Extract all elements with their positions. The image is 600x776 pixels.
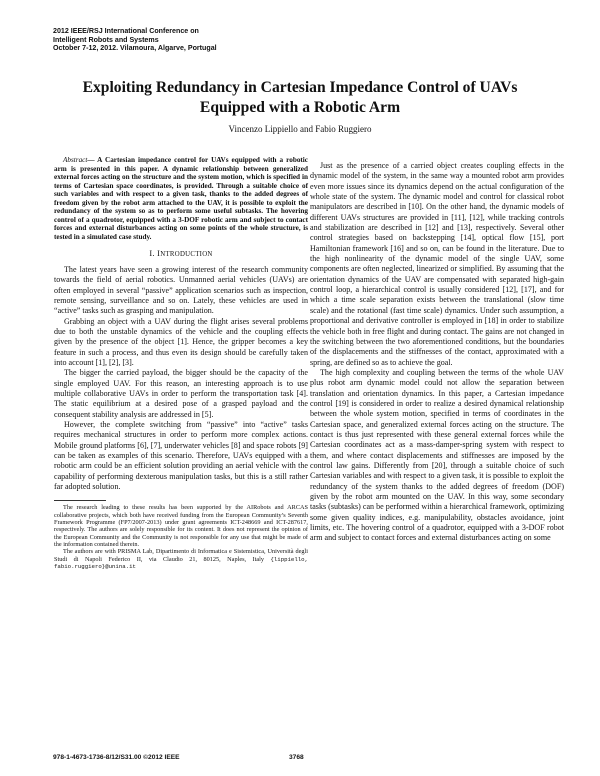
conference-line-3: October 7-12, 2012. Vilamoura, Algarve, Portugal xyxy=(53,44,217,53)
paragraph: The high complexity and coupling between the terms of the whole UAV plus robot arm dynamic model could not allow the separation between translation and orientation dynamics. In this paper, a Cartesian impedance control [19] is considered in order to realize a desired dynamical relationship between the whole system motion, specified in terms of coordinates in the Cartesian space, and generalized external forces acting on the structure. The contact is thus just represented with these general external forces while the Cartesian coordinates act as a mass-damper-spring system with respect to them, and where contact displacements and stiffnesses are imposed by the control law gains. Differently from [20], through a suitable choice of such Cartesian variables and with respect to a given task, it is possible to exploit the redundancy of the system thanks to the added degrees of freedom (DOF) given by the robot arm mounted on the UAV. In this way, some secondary tasks (subtasks) can be performed within a hierarchical framework, optimizing some given quality indices, e.g. manipulability, obstacles avoidance, joint limits, etc. The hovering control of a quadrotor, equipped with a 3-DOF robot arm and subject to contact forces and external disturbances acting on some xyxy=(310,367,564,543)
paper-title xyxy=(40,78,560,118)
paragraph: The latest years have seen a growing interest of the research community towards the field of aerial robotics. Unmanned aerial vehicles (UAVs) are often employed in several “passive” application scenarios such as inspection, remote sensing, surveillance and so on. Lately, these vehicles are used in “active” tasks such as grasping and manipulation. xyxy=(54,264,308,316)
paragraph: However, the complete switching from “passive” into “active” tasks requires mechanical structures in order to perform more complex actions. Mobile ground platforms [6], [7], underwater vehicles [8] and space robots [9] can be taken as examples of this scenario. Therefore, UAVs equipped with a robotic arm could be an efficient solution providing an aerial vehicle with the capability of performing dexterous manipulation tasks, but this is a still rather far adopted solution. xyxy=(54,419,308,492)
paragraph: The bigger the carried payload, the bigger should be the capacity of the single employed UAV. For this reason, an interesting approach is to use multiple collaborative UAVs in order to perform the transportation task [4]. The static equilibrium at a desired pose of a grasped payload and the consequent stability analysis are addressed in [5]. xyxy=(54,368,308,419)
footnote-funding: The research leading to these results has been supported by the AIRobots and ARCAS collaborative projects, which both have received funding from the European Community’s Seventh Framework Programme (FP7/2007-2013) under grant agreements ICT-248669 and ICT-287617, respectively. The authors are solely responsible for its content. It does not represent the opinion of the European Community and the Community is not responsible for any use that might be made of the information contained therein. xyxy=(54,504,308,549)
paragraph: Just as the presence of a carried object creates coupling effects in the dynamic model of the system, in the same way a mounted robot arm provides even more issues since its dynamics depend on the actual configuration of the whole state of the system. The dynamic model and control for classical robot manipulators are described in [10]. On the other hand, the dynamic models of different UAVs structures are provided in [11], [12], while tracking controls and stabilization are described in [12] and [13], respectively. Several other control strategies based on backstepping [14], optical flow [15], port Hamiltonian framework [16] and so on, can be found in the literature. Due to the high nonlinearity of the dynamic model of the single UAV, some components are often neglected, linearized or simplified. By assuming that the orientation dynamics of the UAV are compensated with separated high-gain control loop, a hierarchical control is usually considered [12], [17], and for which a time scale separation exists between the translational (slow time scale) and the rotational (fast time scale) dynamics. Under such assumption, a proportional and derivative controller is employed in [18] in order to stabilize the vehicle both in free flight and during contact. The gains are not changed in the switching between the two aforementioned conditions, but the boundaries of the displacements and the stiffnesses of the contact, approximated with a spring, are defined so as to achieve the goal. xyxy=(310,161,564,367)
section-numeral: I. xyxy=(149,249,158,259)
author-emails: {lippiello, fabio.ruggiero}@unina.it xyxy=(54,555,308,571)
conference-line-1: 2012 IEEE/RSJ International Conference on xyxy=(53,27,199,35)
paragraph: Grabbing an object with a UAV during the flight arises several problems due to both the unstable dynamics of the vehicle and the coupling effects given by the presence of the object [1]. Hence, the gripper becomes a key feature in such a process, and thus even its design should be carefully taken into account [1], [2], [3]. xyxy=(54,316,308,367)
conference-header xyxy=(53,27,217,53)
section-heading-introduction xyxy=(54,249,308,260)
affiliation-text: The authors are with PRISMA Lab, Dipartimento di Informatica e Sistemistica, Università degli Studi di Napoli Federico II, via Claudio 21, 80125, Naples, Italy xyxy=(54,548,308,563)
page-number: 3768 xyxy=(289,754,304,761)
section-title-initial: I xyxy=(157,249,161,259)
authors: Vincenzo Lippiello and Fabio Ruggiero xyxy=(228,124,372,134)
abstract xyxy=(54,156,308,241)
conference-line-2: Intelligent Robots and Systems xyxy=(53,35,159,44)
copyright-footer: 978-1-4673-1736-8/12/S31.00 ©2012 IEEE xyxy=(53,754,180,761)
footnote-affiliation xyxy=(54,548,308,570)
title-line-1: Exploiting Redundancy in Cartesian Impedance Control of UAVs xyxy=(82,79,518,96)
footnote-rule xyxy=(54,500,106,501)
title-line-2: Equipped with a Robotic Arm xyxy=(199,99,401,116)
left-column xyxy=(54,156,308,570)
section-title-rest: NTRODUCTION xyxy=(160,251,213,259)
abstract-label: Abstract xyxy=(63,156,88,164)
abstract-text: — A Cartesian impedance control for UAVs equipped with a robotic arm is presented in this paper. A dynamic relationship between generalized external forces acting on the structure and the system motion, which is specified in terms of Cartesian space coordinates, is provided. Through a suitable choice of such variables and with respect to a given task, thanks to the added degrees of freedom given by the robot arm attached to the UAV, it is possible to exploit the redundancy of the system so as to perform some useful subtasks. The hovering control of a quadrotor, equipped with a 3-DOF robotic arm and subject to contact forces and external disturbances acting on some points of the whole structure, is tested in a simulated case study. xyxy=(54,156,308,241)
right-column xyxy=(310,161,564,544)
